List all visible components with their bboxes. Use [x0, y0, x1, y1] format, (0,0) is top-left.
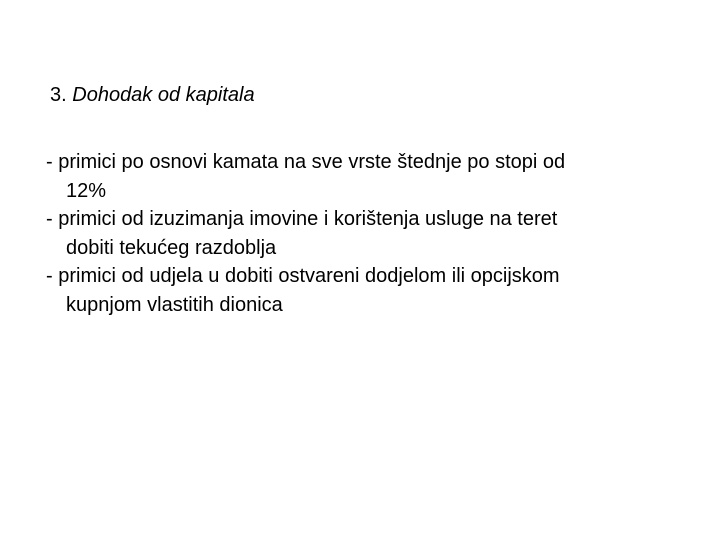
bullet-list [46, 148, 696, 319]
list-item [46, 148, 696, 205]
list-item-line: - primici od udjela u dobiti ostvareni dodjelom ili opcijskom [46, 265, 560, 287]
section-number: 3. [50, 84, 67, 106]
list-item-continuation: dobiti tekućeg razdoblja [66, 236, 277, 259]
list-item [46, 205, 696, 262]
list-item-line: - primici od izuzimanja imovine i korištenja usluge na teret [46, 208, 558, 230]
list-item-continuation: 12% [66, 179, 107, 202]
list-item-line: - primici po osnovi kamata na sve vrste štednje po stopi od [46, 151, 566, 173]
section-title: Dohodak od kapitala [72, 84, 255, 106]
list-item-continuation: kupnjom vlastitih dionica [66, 293, 283, 316]
list-item [46, 262, 696, 319]
section-heading [50, 83, 255, 107]
